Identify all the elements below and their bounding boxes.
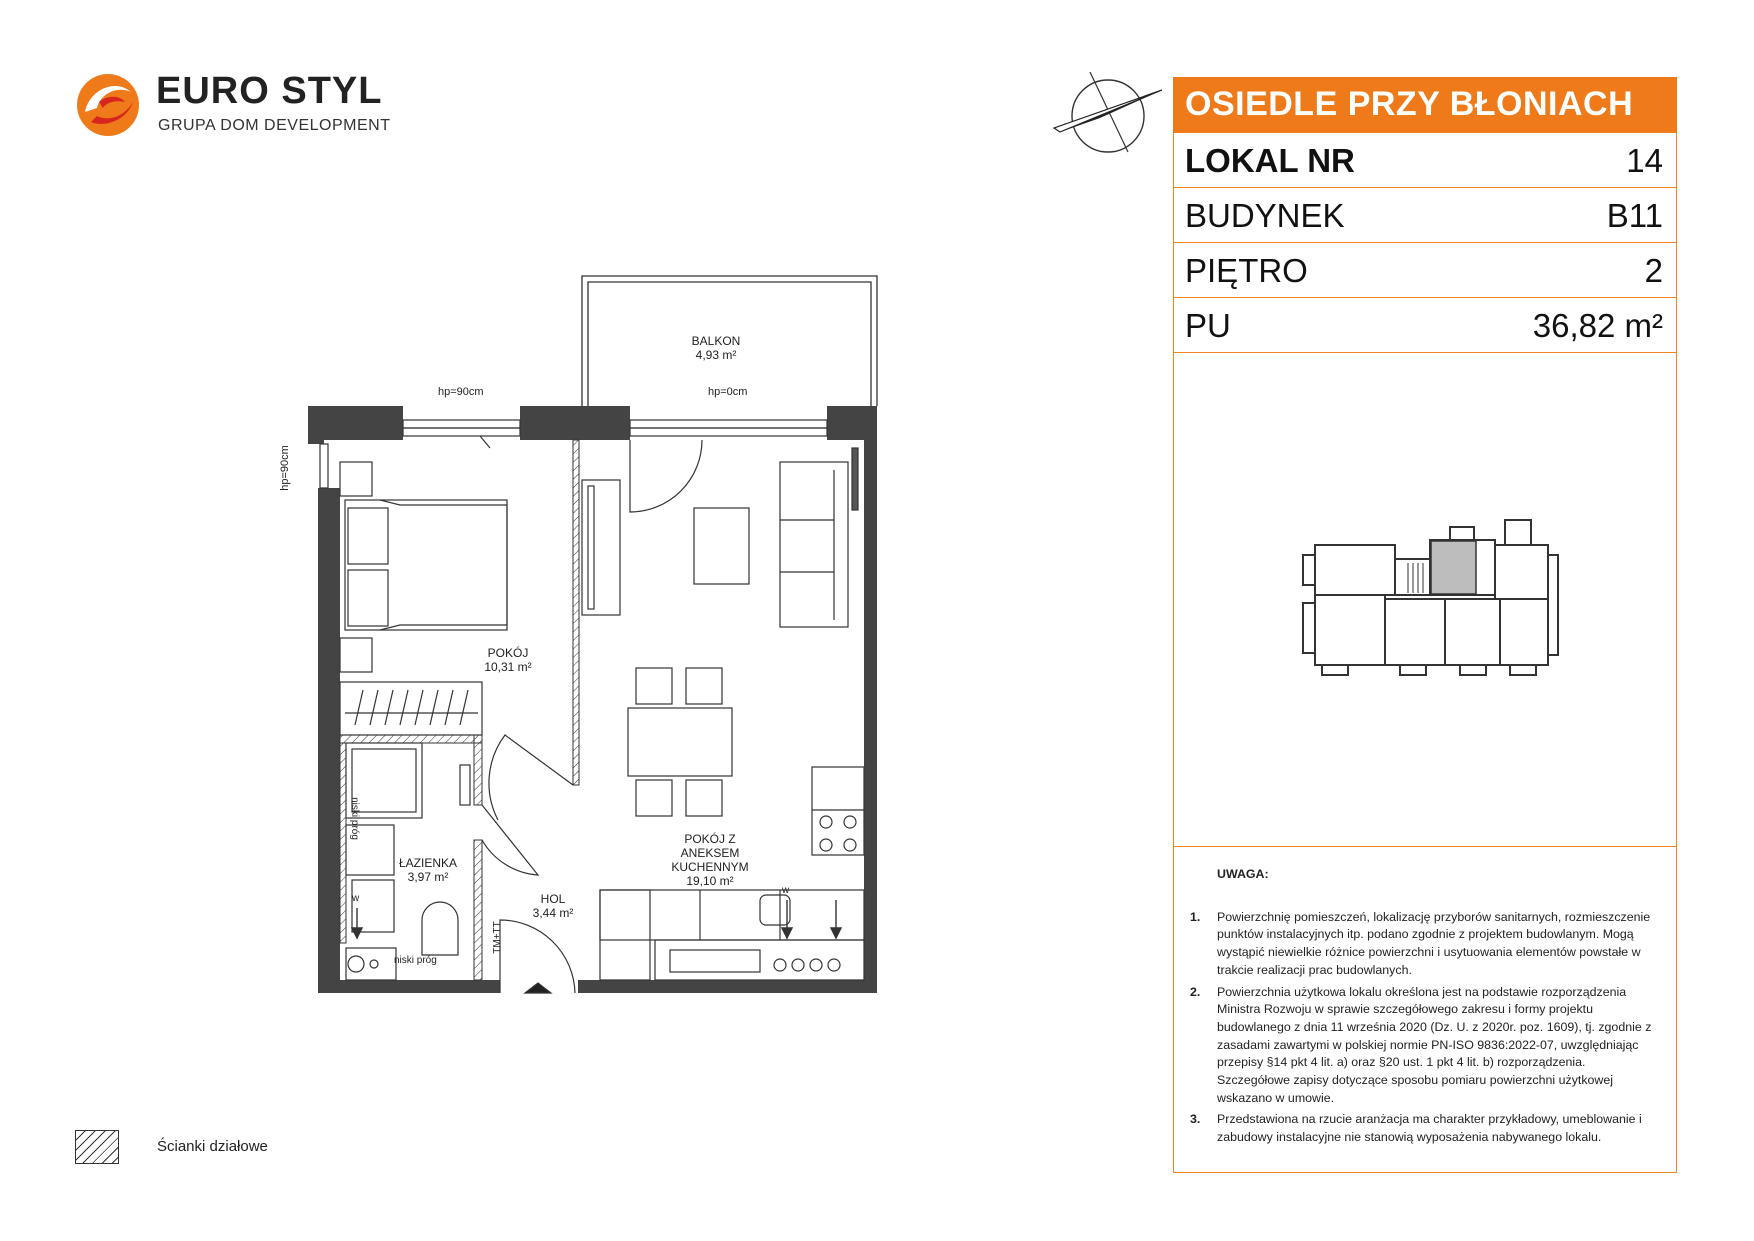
row-value: B11 <box>1606 197 1663 234</box>
row-lokal <box>1173 133 1677 188</box>
note-text: Przedstawiona na rzucie aranżacja ma charakter przykładowy, umeblowanie i zabudowy instalacyjne nie stanowią wyposażenia nabywanego lokalu. <box>1217 1112 1642 1145</box>
row-label: PIĘTRO <box>1185 252 1308 289</box>
row-budynek <box>1173 188 1677 243</box>
estate-title-bar <box>1173 77 1677 133</box>
notes-title: UWAGA: <box>1217 867 1269 881</box>
room-area: 19,10 m² <box>686 874 734 888</box>
room-name: ŁAZIENKA <box>398 856 458 870</box>
threshold-label: niski próg <box>394 955 437 966</box>
row-label: PU <box>1185 307 1231 344</box>
room-area: 4,93 m² <box>695 348 737 362</box>
living-room-furniture <box>582 448 858 816</box>
utility-label: TM+TT <box>491 921 503 954</box>
note-number: 1. <box>1190 909 1201 924</box>
doors <box>482 440 702 993</box>
note-text: Powierzchnię pomieszczeń, lokalizację przyborów sanitarnych, rozmieszczenie punktów instalacyjnych itp. podano zgodnie z projektem budowlanym. Mogą wystąpić niewielkie różnice powierzchni i usytuowania elementów powstałe w trakcie realizacji prac budowlanych. <box>1217 909 1651 977</box>
room-label-hol <box>518 892 588 920</box>
threshold-label: niski próg <box>348 797 360 840</box>
room-area: 3,97 m² <box>407 870 449 884</box>
room-name: BALKON <box>691 334 741 348</box>
row-pu <box>1173 298 1677 353</box>
room-area: 10,31 m² <box>484 660 532 674</box>
room-name: HOL <box>540 892 566 906</box>
legend-label: Ścianki działowe <box>157 1138 268 1155</box>
vent-label: w <box>782 885 790 896</box>
window-height-label: hp=90cm <box>278 445 291 491</box>
notes-section <box>1190 866 1660 1151</box>
note-item <box>1190 984 1660 1108</box>
estate-title: OSIEDLE PRZY BŁONIACH <box>1185 85 1634 123</box>
note-text: Powierzchnia użytkowa lokalu określona jest na podstawie rozporządzenia Ministra Rozwoju w sprawie szczegółowego zakresu i formy projektu budowlanego z dnia 11 września 2020 (Dz. U. z 2020r. poz. 1609), tj. zgodnie z zasadami zawartymi w polskiej normie PN-ISO 9836:2022-07, uwzględniając przepisy §14 pkt 4 lit. a) oraz §20 ust. 1 pkt 4 lit. b) rozporządzenia. Szczegółowe zapisy dotyczące sposobu pomiaru powierzchni użytkowej wskazano w umowie. <box>1217 984 1652 1105</box>
room-name: POKÓJ Z ANEKSEM KUCHENNYM <box>671 832 749 874</box>
bedroom-furniture <box>340 462 507 735</box>
exterior-walls <box>308 406 877 993</box>
brand-name: EURO STYL <box>156 70 383 112</box>
room-area: 3,44 m² <box>532 906 574 920</box>
brand-subtitle: GRUPA DOM DEVELOPMENT <box>158 117 391 134</box>
building-key-plan <box>1300 515 1560 685</box>
vent-label: w <box>352 893 360 904</box>
window-height-label: hp=0cm <box>708 386 748 398</box>
note-item <box>1190 1111 1660 1146</box>
compass-north-arrow-icon <box>1050 68 1170 158</box>
vent-arrows <box>352 900 841 938</box>
room-label-lazienka <box>378 856 478 884</box>
row-value: 36,82 m² <box>1532 307 1663 344</box>
row-label: BUDYNEK <box>1185 197 1345 234</box>
row-pietro <box>1173 243 1677 298</box>
note-item <box>1190 909 1660 980</box>
row-value: 2 <box>1644 252 1663 289</box>
room-label-pokoj <box>458 646 558 674</box>
window-height-label: hp=90cm <box>438 386 484 398</box>
row-value: 14 <box>1626 142 1663 179</box>
room-label-pokoj-aneks <box>630 832 790 888</box>
row-label: LOKAL NR <box>1185 142 1355 179</box>
panel-divider <box>1173 846 1677 847</box>
note-number: 2. <box>1190 984 1201 999</box>
note-number: 3. <box>1190 1112 1201 1127</box>
room-label-balkon <box>666 334 766 362</box>
room-name: POKÓJ <box>487 646 529 660</box>
